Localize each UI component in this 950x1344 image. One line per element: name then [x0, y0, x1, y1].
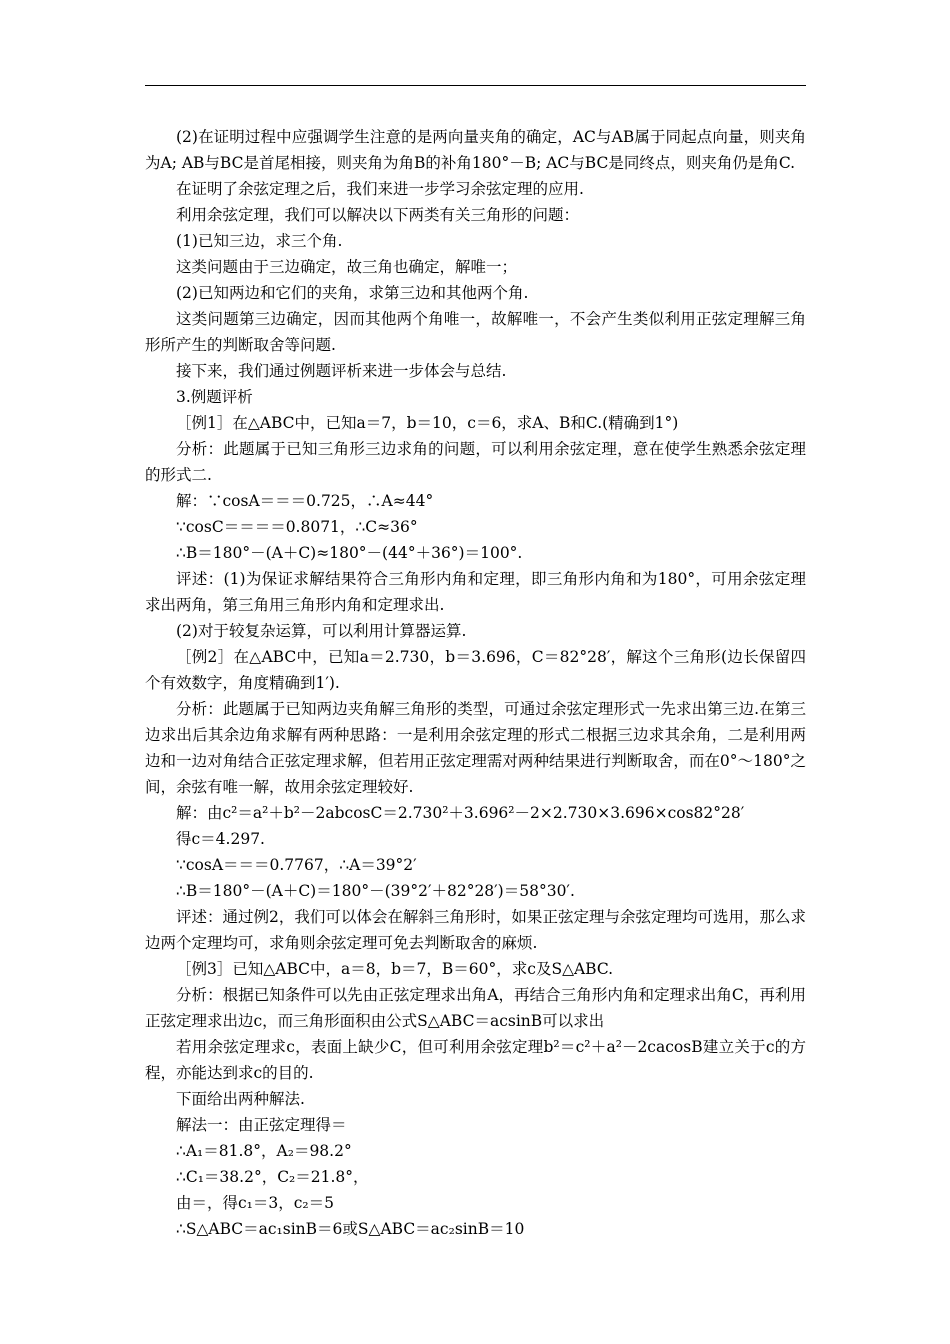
equation-line: 由＝，得c₁＝3，c₂＝5 [176, 1194, 335, 1212]
equation-line: ∴C₁＝38.2°，C₂＝21.8°， [176, 1168, 369, 1186]
paragraph: 这类问题由于三边确定，故三角也确定，解唯一； [176, 258, 518, 276]
paragraph: (2)对于较复杂运算，可以利用计算器运算. [176, 622, 467, 640]
equation-line: ∵cosC＝＝＝＝0.8071，∴C≈36° [176, 518, 418, 536]
example-1-statement: ［例1］在△ABC中，已知a＝7，b＝10，c＝6，求A、B和C.(精确到1°) [176, 414, 679, 432]
example-2-statement: ［例2］在△ABC中，已知a＝2.730，b＝3.696，C＝82°28′，解这个三角形(边长保留四个有效数字，角度精确到1′). [145, 648, 806, 692]
paragraph: 这类问题第三边确定，因而其他两个角唯一，故解唯一，不会产生类似利用正弦定理解三角形所产生的判断取舍等问题. [145, 310, 806, 354]
section-heading: 3.例题评析 [176, 388, 253, 406]
equation-line: ∴S△ABC＝ac₁sinB＝6或S△ABC＝ac₂sinB＝10 [176, 1220, 525, 1238]
equation-line: ∴B＝180°－(A＋C)≈180°－(44°＋36°)＝100°. [176, 544, 523, 562]
equation-line: ∴A₁＝81.8°，A₂＝98.2° [176, 1142, 352, 1160]
equation-line: 解：由c²＝a²＋b²－2abcosC＝2.730²＋3.696²－2×2.730×3.696×cos82°28′ [176, 804, 745, 822]
equation-line: ∴B＝180°－(A＋C)＝180°－(39°2′＋82°28′)＝58°30′. [176, 882, 575, 900]
equation-line: 得c＝4.297. [176, 830, 265, 848]
paragraph: 接下来，我们通过例题评析来进一步体会与总结. [176, 362, 507, 380]
paragraph: 若用余弦定理求c，表面上缺少C，但可利用余弦定理b²＝c²＋a²－2cacosB建立关于c的方程，亦能达到求c的目的. [145, 1038, 806, 1082]
equation-line: 解法一：由正弦定理得＝ [176, 1116, 347, 1134]
paragraph: 分析：此题属于已知三角形三边求角的问题，可以利用余弦定理，意在使学生熟悉余弦定理的形式二. [145, 440, 806, 484]
body-text [145, 124, 806, 1242]
paragraph: 分析：此题属于已知两边夹角解三角形的类型，可通过余弦定理形式一先求出第三边.在第三边求出后其余边角求解有两种思路：一是利用余弦定理的形式二根据三边求其余角，二是利用两边和一边对角结合正弦定理求解，但若用正弦定理需对两种结果进行判断取舍，而在0°～180°之间，余弦有唯一解，故用余弦定理较好. [145, 700, 806, 796]
paragraph: 分析：根据已知条件可以先由正弦定理求出角A，再结合三角形内角和定理求出角C，再利用正弦定理求出边c，而三角形面积由公式S△ABC＝acsinB可以求出 [145, 986, 806, 1030]
paragraph: 评述：通过例2，我们可以体会在解斜三角形时，如果正弦定理与余弦定理均可选用，那么求边两个定理均可，求角则余弦定理可免去判断取舍的麻烦. [145, 908, 806, 952]
header-rule [145, 85, 806, 86]
equation-line: ∵cosA＝＝＝0.7767，∴A＝39°2′ [176, 856, 417, 874]
paragraph: 利用余弦定理，我们可以解决以下两类有关三角形的问题： [176, 206, 580, 224]
example-3-statement: ［例3］已知△ABC中，a＝8，b＝7，B＝60°，求c及S△ABC. [176, 960, 614, 978]
paragraph: (2)已知两边和它们的夹角，求第三边和其他两个角. [176, 284, 529, 302]
paragraph: (2)在证明过程中应强调学生注意的是两向量夹角的确定，AC与AB属于同起点向量，则夹角为A; AB与BC是首尾相接，则夹角为角B的补角180°－B; AC与BC是同终点，则夹角仍是角C. [145, 128, 806, 172]
equation-line: 解：∵cosA＝＝＝0.725，∴A≈44° [176, 492, 434, 510]
paragraph: (1)已知三边，求三个角. [176, 232, 343, 250]
paragraph: 在证明了余弦定理之后，我们来进一步学习余弦定理的应用. [176, 180, 584, 198]
paragraph: 下面给出两种解法. [176, 1090, 305, 1108]
paragraph: 评述：(1)为保证求解结果符合三角形内角和定理，即三角形内角和为180°，可用余弦定理求出两角，第三角用三角形内角和定理求出. [145, 570, 806, 614]
